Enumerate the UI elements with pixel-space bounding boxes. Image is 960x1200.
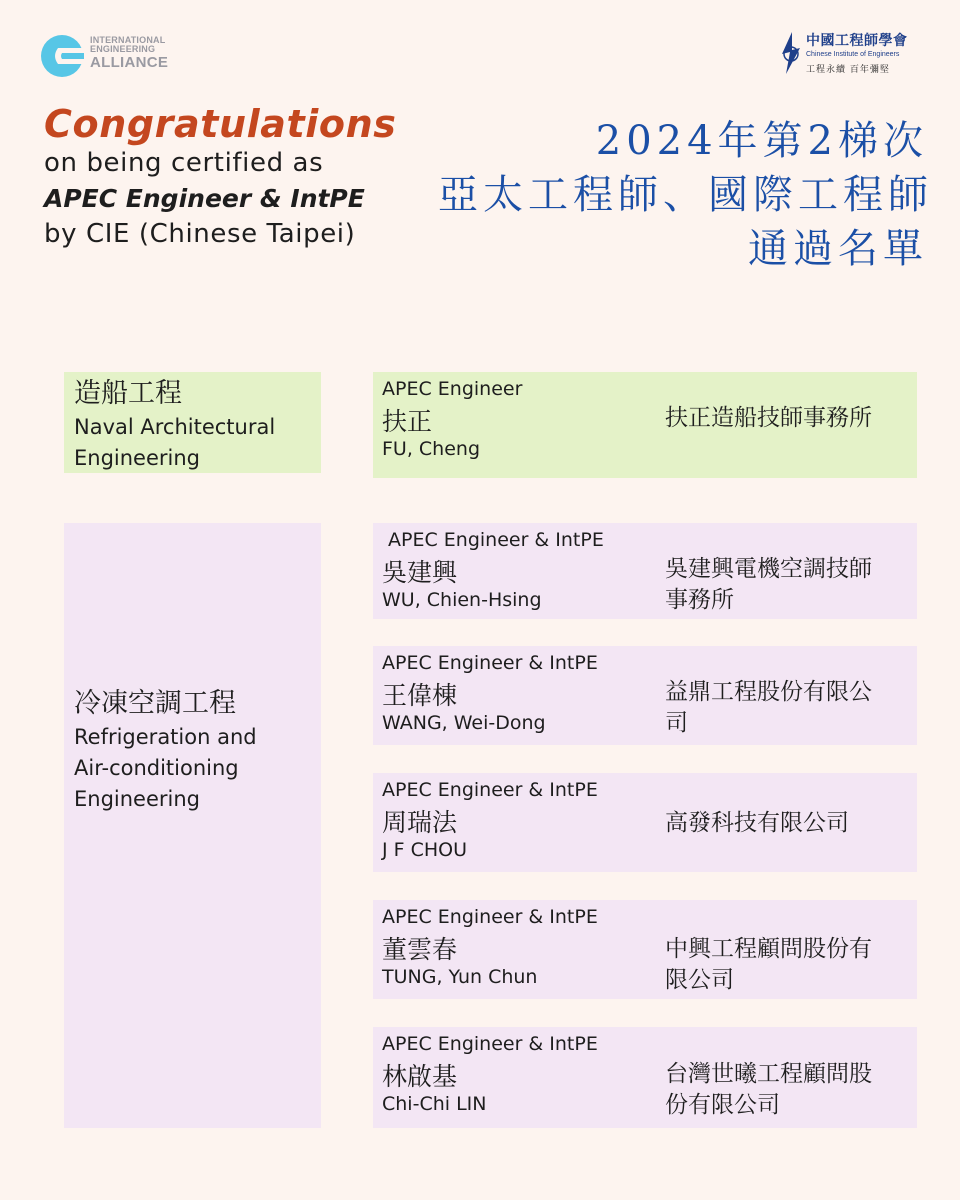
category-title-en-line3: Engineering [74, 787, 200, 811]
congratulations-block [44, 102, 454, 249]
iea-line3: ALLIANCE [90, 53, 169, 71]
category-naval [64, 372, 321, 473]
firm-name [665, 677, 909, 739]
list-item [373, 523, 917, 619]
congratulations-title: Congratulations [44, 102, 397, 146]
firm-name [665, 554, 909, 616]
cie-motto: 工程永續 百年彌堅 [806, 65, 890, 75]
iea-wordmark [90, 36, 168, 71]
engineer-name-zh: 吳建興 [382, 558, 458, 587]
category-title-zh: 冷凍空調工程 [74, 688, 236, 719]
iea-line1: INTERNATIONAL [90, 35, 166, 45]
certified-line: on being certified as [44, 148, 324, 178]
engineer-name-en: J F CHOU [382, 839, 468, 861]
engineer-name-en: TUNG, Yun Chun [382, 966, 538, 988]
iea-logo-icon [40, 34, 84, 78]
cie-name-zh: 中國工程師學會 [806, 33, 908, 49]
firm-name-line2: 事務所 [665, 587, 734, 613]
firm-name-line1: 吳建興電機空調技師 [665, 556, 872, 582]
iea-line2: ENGINEERING [90, 44, 156, 55]
firm-name [665, 934, 909, 996]
certifier-line: by CIE (Chinese Taipei) [44, 219, 356, 249]
list-item [373, 1027, 917, 1128]
chinese-heading [438, 114, 933, 276]
cie-logo [778, 30, 928, 80]
engineer-name-en: Chi-Chi LIN [382, 1093, 487, 1115]
firm-name-line1: 中興工程顧問股份有 [665, 936, 872, 962]
certification-title: APEC Engineer & IntPE [388, 529, 604, 551]
firm-name-line2: 司 [665, 710, 688, 736]
category-refrigeration [64, 523, 321, 1128]
engineer-name-zh: 王偉棟 [382, 681, 458, 710]
list-item [373, 646, 917, 745]
certification-title: APEC Engineer [382, 378, 523, 400]
engineer-name-zh: 董雲春 [382, 935, 458, 964]
firm-name [665, 808, 909, 839]
engineer-name-zh: 周瑞法 [382, 808, 458, 837]
iea-logo [40, 34, 200, 80]
category-title-zh: 造船工程 [74, 378, 182, 409]
firm-name-line1: 高發科技有限公司 [665, 810, 849, 836]
firm-name-line2: 份有限公司 [665, 1092, 780, 1118]
list-item [373, 900, 917, 999]
certification-type: APEC Engineer & IntPE [44, 184, 365, 213]
certification-title: APEC Engineer & IntPE [382, 1033, 598, 1055]
firm-name-line1: 台灣世曦工程顧問股 [665, 1061, 872, 1087]
cie-name-en: Chinese Institute of Engineers [806, 51, 900, 58]
engineer-name-en: FU, Cheng [382, 438, 481, 460]
list-item [373, 773, 917, 872]
certification-title: APEC Engineer & IntPE [382, 652, 598, 674]
category-title-en-line1: Naval Architectural [74, 415, 276, 439]
engineer-name-en: WANG, Wei-Dong [382, 712, 546, 734]
cie-emblem-icon [778, 32, 804, 74]
engineer-name-zh: 林啟基 [382, 1062, 458, 1091]
category-title-en-line1: Refrigeration and [74, 725, 257, 749]
chinese-heading-line2: 亞太工程師、國際工程師 [438, 172, 933, 218]
firm-name-line1: 扶正造船技師事務所 [665, 405, 872, 431]
firm-name-line1: 益鼎工程股份有限公 [665, 679, 872, 705]
firm-name [665, 403, 909, 434]
certification-title: APEC Engineer & IntPE [382, 906, 598, 928]
category-title-en-line2: Engineering [74, 446, 200, 470]
chinese-heading-line1: 2024年第2梯次 [595, 118, 928, 164]
engineer-name-zh: 扶正 [382, 407, 433, 436]
engineer-name-en: WU, Chien-Hsing [382, 589, 542, 611]
firm-name [665, 1059, 909, 1121]
category-title-en-line2: Air-conditioning [74, 756, 239, 780]
certification-title: APEC Engineer & IntPE [382, 779, 598, 801]
chinese-heading-line3: 通過名單 [748, 226, 928, 272]
firm-name-line2: 限公司 [665, 967, 734, 993]
list-item [373, 372, 917, 478]
